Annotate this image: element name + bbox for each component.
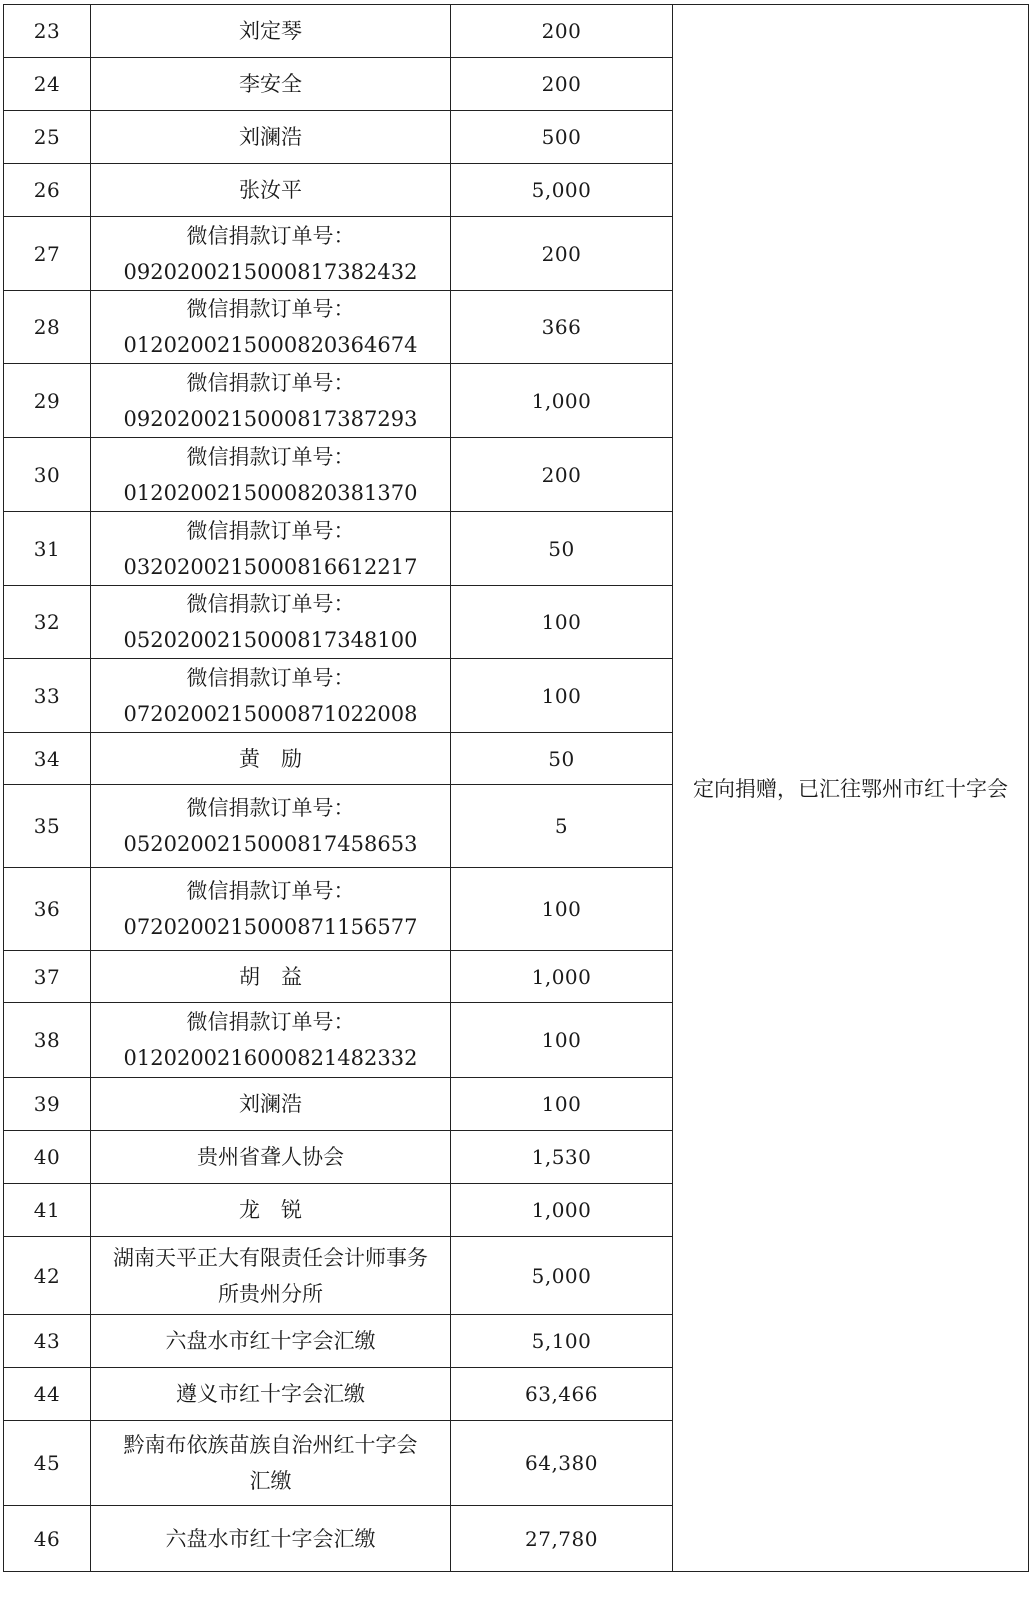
donor-name-line: 张汝平	[239, 178, 302, 202]
amount-cell: 100	[451, 1003, 673, 1078]
amount-cell: 5,000	[451, 1237, 673, 1315]
row-number-cell: 43	[4, 1315, 91, 1368]
donor-name-line: 微信捐款订单号：	[186, 796, 355, 820]
table-body	[4, 5, 1029, 1572]
donation-table	[3, 4, 1029, 1572]
donor-name-cell	[91, 659, 451, 733]
amount-cell: 5,100	[451, 1315, 673, 1368]
row-number-cell: 34	[4, 733, 91, 785]
donor-name-line: 0720200215000871022008	[123, 701, 418, 726]
amount-cell: 1,000	[451, 1184, 673, 1237]
donor-name-cell	[91, 1506, 451, 1572]
donor-name-line: 刘定琴	[239, 19, 302, 43]
donor-name-cell	[91, 512, 451, 586]
amount-cell: 100	[451, 1078, 673, 1131]
donor-name-cell	[91, 785, 451, 868]
row-number-cell: 28	[4, 291, 91, 364]
donor-name-line: 六盘水市红十字会汇缴	[165, 1329, 376, 1353]
donor-name-line: 遵义市红十字会汇缴	[176, 1382, 365, 1406]
donor-name-line: 龙 锐	[239, 1198, 302, 1222]
row-number-cell: 33	[4, 659, 91, 733]
row-number-cell: 26	[4, 164, 91, 217]
amount-cell: 50	[451, 733, 673, 785]
donor-name-cell	[91, 1003, 451, 1078]
row-number-cell: 32	[4, 586, 91, 659]
amount-cell: 1,000	[451, 951, 673, 1003]
row-number-cell: 24	[4, 58, 91, 111]
row-number-cell: 38	[4, 1003, 91, 1078]
donor-name-line: 黄 励	[239, 746, 302, 771]
donor-name-line: 微信捐款订单号：	[186, 879, 355, 903]
donor-name-line: 0720200215000871156577	[123, 915, 418, 939]
donor-name-cell	[91, 951, 451, 1003]
donor-name-cell	[91, 291, 451, 364]
donor-name-cell	[91, 1131, 451, 1184]
amount-cell: 1,530	[451, 1131, 673, 1184]
amount-cell: 200	[451, 5, 673, 58]
donor-name-line: 黔南布依族苗族自治州红十字会	[123, 1433, 418, 1457]
donor-name-line: 微信捐款订单号：	[186, 518, 355, 543]
donor-name-line: 微信捐款订单号：	[186, 370, 355, 395]
donor-name-line: 微信捐款订单号：	[186, 297, 355, 321]
donor-name-line: 0520200215000817348100	[123, 628, 418, 652]
donor-name-line: 微信捐款订单号：	[186, 223, 355, 248]
amount-cell: 366	[451, 291, 673, 364]
amount-cell: 5,000	[451, 164, 673, 217]
donor-name-cell	[91, 217, 451, 291]
amount-cell: 27,780	[451, 1506, 673, 1572]
donor-name-cell	[91, 586, 451, 659]
donor-name-line: 0320200215000816612217	[123, 554, 418, 579]
donor-name-cell	[91, 164, 451, 217]
donation-table-page	[3, 4, 1031, 1596]
remark-cell: 定向捐赠，已汇往鄂州市红十字会	[673, 5, 1029, 1572]
row-number-cell: 42	[4, 1237, 91, 1315]
amount-cell: 500	[451, 111, 673, 164]
row-number-cell: 45	[4, 1421, 91, 1506]
donor-name-line: 0920200215000817382432	[123, 259, 418, 284]
amount-cell: 100	[451, 586, 673, 659]
donor-name-line: 0120200215000820364674	[123, 333, 418, 357]
donor-name-line: 0520200215000817458653	[123, 832, 418, 856]
row-number-cell: 27	[4, 217, 91, 291]
donor-name-line: 所贵州分所	[218, 1281, 323, 1306]
amount-cell: 200	[451, 438, 673, 512]
row-number-cell: 25	[4, 111, 91, 164]
donor-name-line: 微信捐款订单号：	[186, 444, 355, 469]
amount-cell: 64,380	[451, 1421, 673, 1506]
row-number-cell: 37	[4, 951, 91, 1003]
donor-name-cell	[91, 1368, 451, 1421]
amount-cell: 200	[451, 58, 673, 111]
row-number-cell: 39	[4, 1078, 91, 1131]
donor-name-cell	[91, 438, 451, 512]
donor-name-cell	[91, 5, 451, 58]
row-number-cell: 40	[4, 1131, 91, 1184]
donor-name-cell	[91, 733, 451, 785]
row-number-cell: 29	[4, 364, 91, 438]
row-number-cell: 36	[4, 868, 91, 951]
donor-name-line: 胡 益	[239, 964, 302, 989]
row-number-cell: 41	[4, 1184, 91, 1237]
amount-cell: 200	[451, 217, 673, 291]
donor-name-line: 湖南天平正大有限责任会计师事务	[113, 1245, 428, 1270]
donor-name-line: 微信捐款订单号：	[186, 592, 355, 616]
amount-cell: 5	[451, 785, 673, 868]
donor-name-cell	[91, 1078, 451, 1131]
amount-cell: 63,466	[451, 1368, 673, 1421]
row-number-cell: 30	[4, 438, 91, 512]
amount-cell: 1,000	[451, 364, 673, 438]
donor-name-line: 0120200216000821482332	[123, 1046, 418, 1070]
donor-name-line: 汇缴	[249, 1469, 292, 1493]
donor-name-line: 李安全	[239, 72, 302, 96]
row-number-cell: 46	[4, 1506, 91, 1572]
donor-name-line: 六盘水市红十字会汇缴	[165, 1526, 376, 1551]
donor-name-cell	[91, 1421, 451, 1506]
donor-name-cell	[91, 111, 451, 164]
donor-name-cell	[91, 58, 451, 111]
row-number-cell: 35	[4, 785, 91, 868]
donor-name-line: 刘澜浩	[239, 125, 302, 149]
donor-name-line: 刘澜浩	[239, 1092, 302, 1116]
donor-name-cell	[91, 868, 451, 951]
amount-cell: 50	[451, 512, 673, 586]
donor-name-line: 0120200215000820381370	[123, 480, 418, 505]
donor-name-line: 0920200215000817387293	[123, 406, 418, 431]
amount-cell: 100	[451, 868, 673, 951]
donor-name-cell	[91, 1315, 451, 1368]
row-number-cell: 23	[4, 5, 91, 58]
donor-name-line: 微信捐款订单号：	[186, 665, 355, 690]
donor-name-cell	[91, 364, 451, 438]
donor-name-cell	[91, 1237, 451, 1315]
row-number-cell: 31	[4, 512, 91, 586]
donor-name-cell	[91, 1184, 451, 1237]
donor-name-line: 微信捐款订单号：	[186, 1010, 355, 1034]
amount-cell: 100	[451, 659, 673, 733]
table-row	[4, 5, 1029, 58]
row-number-cell: 44	[4, 1368, 91, 1421]
donor-name-line: 贵州省聋人协会	[197, 1145, 344, 1169]
